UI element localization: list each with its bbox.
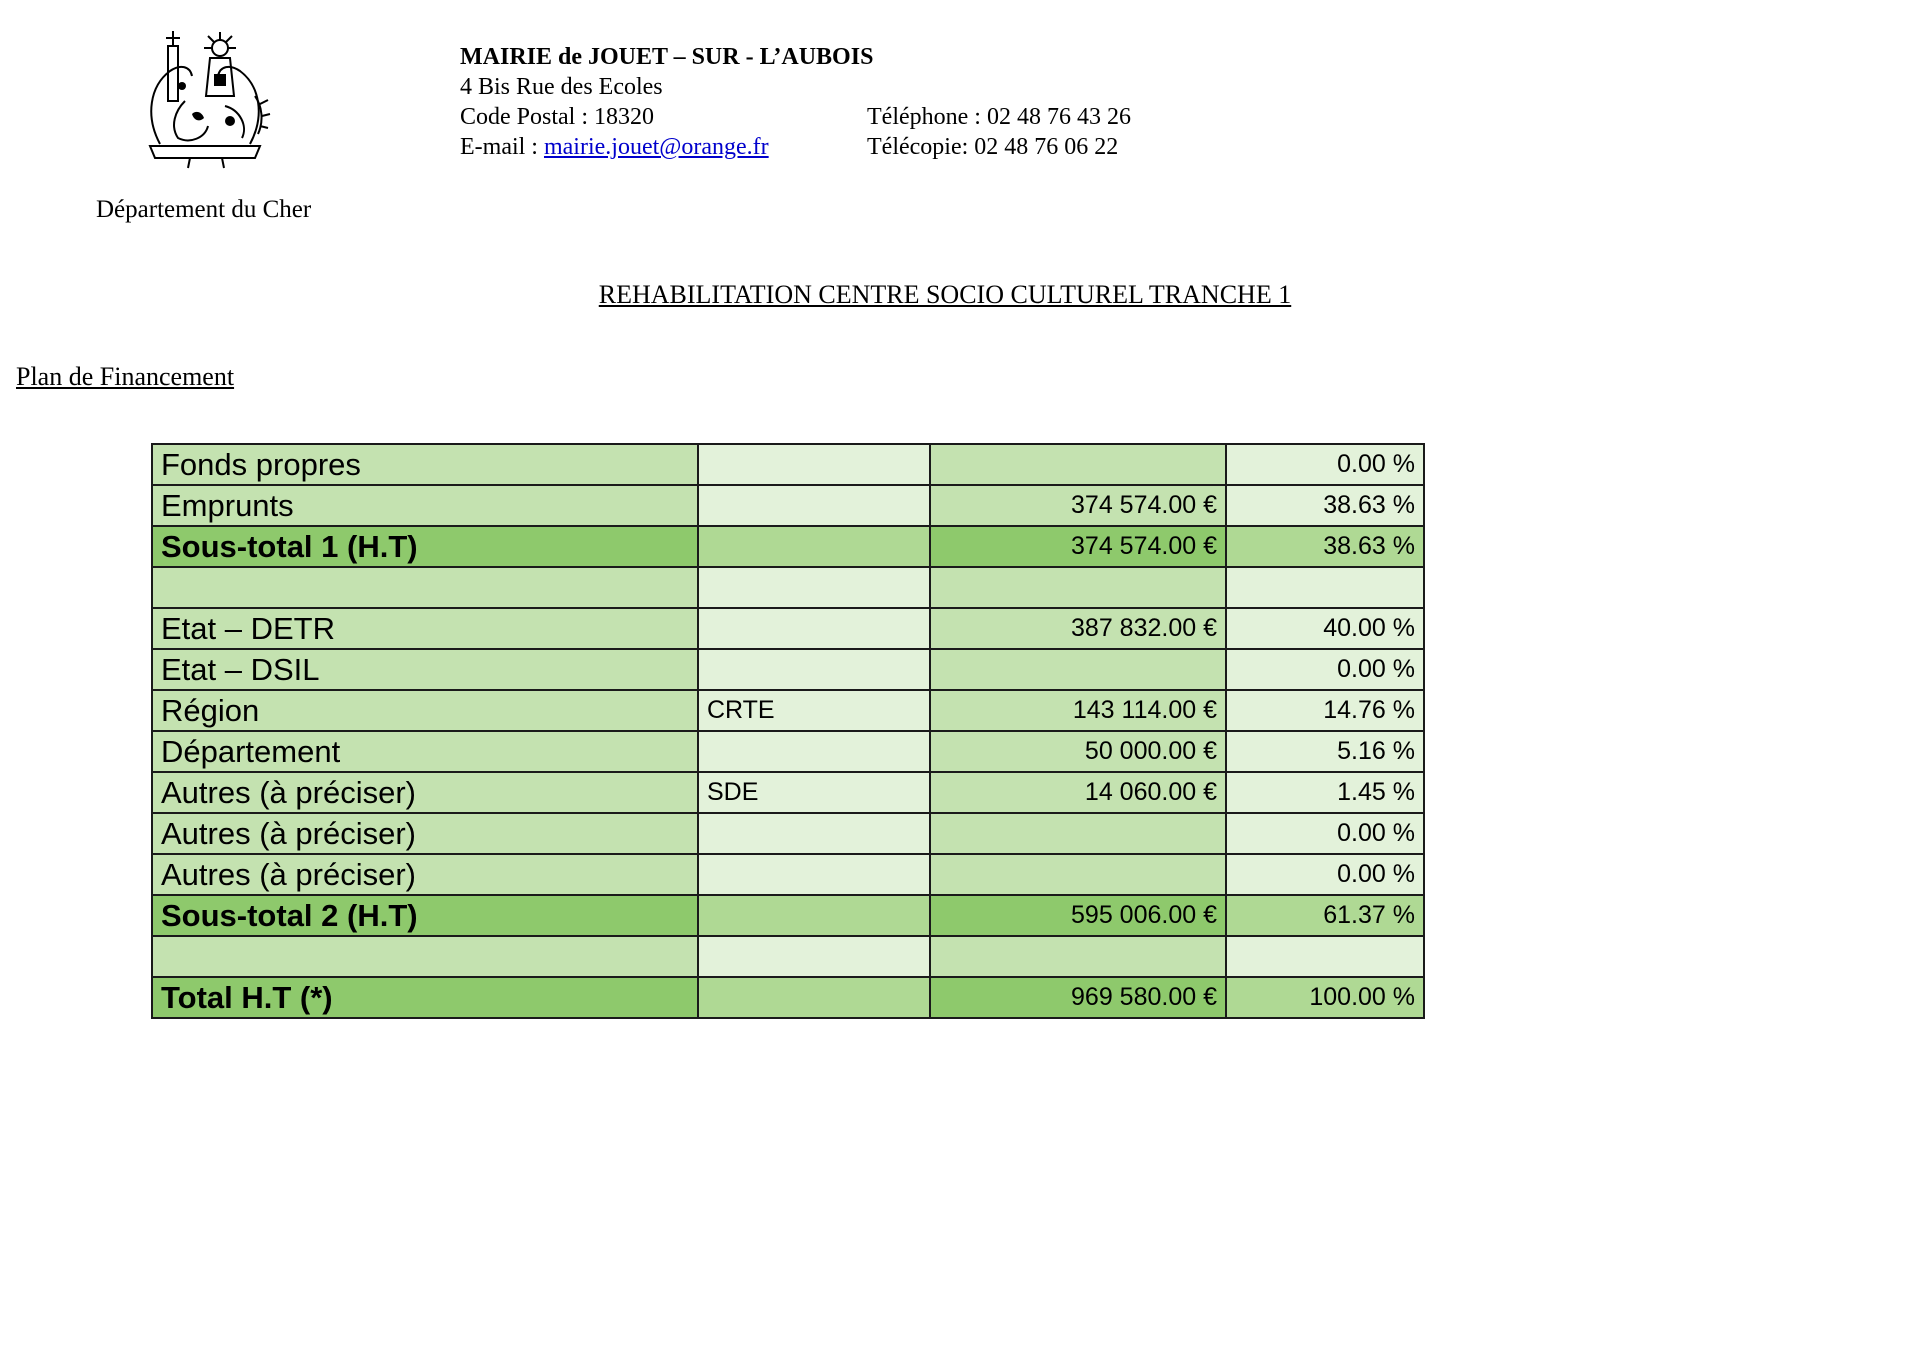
financing-table-body: [152, 444, 1424, 1018]
row-amount: 143 114.00 €: [930, 690, 1226, 731]
table-row: [152, 936, 1424, 977]
postal-code: Code Postal : 18320: [460, 104, 655, 130]
row-detail: [698, 895, 930, 936]
row-percent: 14.76 %: [1226, 690, 1424, 731]
row-amount: [930, 444, 1226, 485]
row-percent: 5.16 %: [1226, 731, 1424, 772]
row-percent: 0.00 %: [1226, 813, 1424, 854]
table-row: [152, 772, 1424, 813]
table-row: [152, 731, 1424, 772]
row-label: Autres (à préciser): [152, 854, 698, 895]
email-line: [460, 132, 867, 162]
row-detail: [698, 813, 930, 854]
row-detail: [698, 854, 930, 895]
email-fax-row: [460, 132, 1131, 162]
row-amount: 374 574.00 €: [930, 485, 1226, 526]
mairie-header: [460, 42, 1131, 162]
row-amount: [930, 567, 1226, 608]
row-amount: [930, 813, 1226, 854]
row-label: Autres (à préciser): [152, 813, 698, 854]
row-percent: 0.00 %: [1226, 444, 1424, 485]
row-percent: 1.45 %: [1226, 772, 1424, 813]
table-row: [152, 567, 1424, 608]
row-detail: [698, 936, 930, 977]
postal-phone-row: [460, 102, 1131, 132]
row-label: [152, 936, 698, 977]
row-label: Sous-total 2 (H.T): [152, 895, 698, 936]
table-row: [152, 813, 1424, 854]
table-row: [152, 526, 1424, 567]
row-percent: [1226, 936, 1424, 977]
row-label: Région: [152, 690, 698, 731]
row-amount: 50 000.00 €: [930, 731, 1226, 772]
table-row: [152, 649, 1424, 690]
email-label: E-mail :: [460, 134, 544, 160]
row-detail: [698, 649, 930, 690]
municipal-crest-icon: [130, 26, 280, 171]
row-percent: 61.37 %: [1226, 895, 1424, 936]
row-detail: [698, 485, 930, 526]
row-label: Etat – DETR: [152, 608, 698, 649]
row-label: [152, 567, 698, 608]
fax: Télécopie: 02 48 76 06 22: [867, 134, 1119, 160]
row-label: Département: [152, 731, 698, 772]
row-label: Fonds propres: [152, 444, 698, 485]
table-row: [152, 977, 1424, 1018]
row-amount: 595 006.00 €: [930, 895, 1226, 936]
row-label: Emprunts: [152, 485, 698, 526]
financing-table: [151, 443, 1425, 1019]
row-detail: [698, 444, 930, 485]
row-label: Sous-total 1 (H.T): [152, 526, 698, 567]
row-percent: 38.63 %: [1226, 526, 1424, 567]
row-amount: 387 832.00 €: [930, 608, 1226, 649]
row-label: Autres (à préciser): [152, 772, 698, 813]
row-detail: [698, 526, 930, 567]
phone: Téléphone : 02 48 76 43 26: [867, 104, 1131, 130]
row-percent: 38.63 %: [1226, 485, 1424, 526]
row-amount: 14 060.00 €: [930, 772, 1226, 813]
table-row: [152, 608, 1424, 649]
row-label: Total H.T (*): [152, 977, 698, 1018]
row-detail: [698, 977, 930, 1018]
address: 4 Bis Rue des Ecoles: [460, 74, 663, 100]
row-amount: [930, 649, 1226, 690]
department-label: Département du Cher: [96, 196, 312, 223]
row-label: Etat – DSIL: [152, 649, 698, 690]
row-percent: 0.00 %: [1226, 649, 1424, 690]
table-row: [152, 690, 1424, 731]
row-amount: 969 580.00 €: [930, 977, 1226, 1018]
row-percent: 0.00 %: [1226, 854, 1424, 895]
table-row: [152, 444, 1424, 485]
row-detail: SDE: [698, 772, 930, 813]
section-title: Plan de Financement: [16, 362, 235, 391]
row-detail: [698, 608, 930, 649]
row-amount: [930, 936, 1226, 977]
document-title: REHABILITATION CENTRE SOCIO CULTUREL TRANCHE 1: [598, 280, 1292, 309]
row-percent: 40.00 %: [1226, 608, 1424, 649]
row-percent: [1226, 567, 1424, 608]
email-link[interactable]: mairie.jouet@orange.fr: [543, 134, 769, 160]
row-amount: [930, 854, 1226, 895]
row-percent: 100.00 %: [1226, 977, 1424, 1018]
table-row: [152, 854, 1424, 895]
row-amount: 374 574.00 €: [930, 526, 1226, 567]
table-row: [152, 895, 1424, 936]
row-detail: [698, 567, 930, 608]
row-detail: [698, 731, 930, 772]
row-detail: CRTE: [698, 690, 930, 731]
mairie-name: MAIRIE de JOUET – SUR - L’AUBOIS: [460, 44, 874, 70]
table-row: [152, 485, 1424, 526]
